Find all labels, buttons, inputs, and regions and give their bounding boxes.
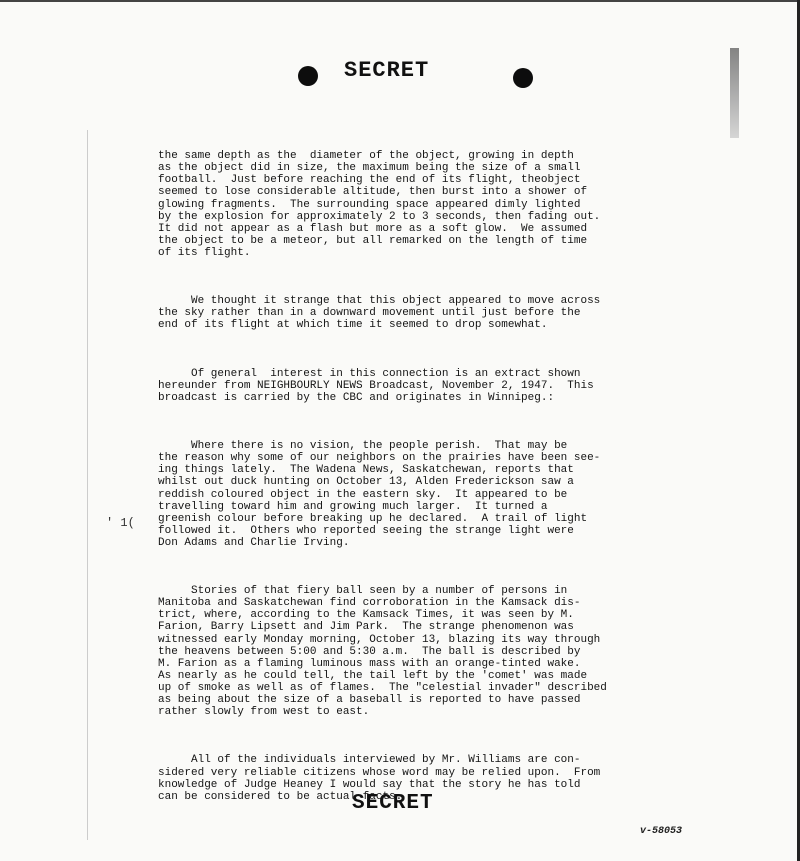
punch-hole-right — [513, 68, 533, 88]
paragraph-flight-path: We thought it strange that this object appeared to move across the sky rather than in a downward movement until just before the end of its flight at which time it seemed to drop somewhat. — [158, 295, 601, 332]
scan-artifact — [730, 48, 739, 138]
footer-classification-marking: SECRET — [352, 792, 434, 815]
header-classification-marking: SECRET — [344, 58, 430, 83]
handwritten-margin-mark: ' 1( — [106, 516, 135, 530]
paragraph-meteor-description: the same depth as the diameter of the object, growing in depth as the object did in size, the maximum being the size of a small football. Just before reaching the end of its flight, theobject seemed to lose considerable altitude, then burst into a shower of glowing fragments. The surrounding space appeared dimly lighted by the explosion for approximately 2 to 3 seconds, then fading out. It did not appear as a flash but more as a soft glow. We assumed the object to be a meteor, but all remarked on the length of time of its flight. — [158, 150, 601, 259]
page-fold-line — [87, 130, 88, 840]
document-number: v-58053 — [640, 826, 683, 837]
paragraph-kamsack-report: Stories of that fiery ball seen by a number of persons in Manitoba and Saskatchewan find corroboration in the Kamsack dis- trict, where, according to the Kamsack Times, it was seen by M. Farion, Barry Lipsett and Jim Park. The strange phenomenon was witnessed early Monday morning, October 13, blazing its way through the heavens between 5:00 and 5:30 a.m. The ball is described by M. Farion as a flaming luminous mass with an orange-tinted wake. As nearly as he could tell, the tail left by the 'comet' was made up of smoke as well as of flames. The "celestial invader" described as being about the size of a baseball is reported to have passed rather slowly from west to east. — [158, 585, 607, 719]
document-body — [158, 126, 678, 839]
paragraph-reliability-statement: All of the individuals interviewed by Mr. Williams are con- sidered very reliable citizens whose word may be relied upon. From knowledge of Judge Heaney I would say that the story he has told can be considered to be actual facts. — [158, 754, 601, 803]
paragraph-wadena-report: Where there is no vision, the people perish. That may be the reason why some of our neighbors on the prairies have been see- ing things lately. The Wadena News, Saskatchewan, reports that whilst out duck hunting on October 13, Alden Frederickson saw a reddish coloured object in the eastern sky. It appeared to be travelling toward him and growing much larger. It turned a greenish colour before breaking up he declared. A trail of light followed it. Others who reported seeing the strange light were Don Adams and Charlie Irving. — [158, 440, 601, 549]
scan-top-edge — [0, 0, 800, 2]
paragraph-broadcast-intro: Of general interest in this connection is an extract shown hereunder from NEIGHBOURLY NEWS Broadcast, November 2, 1947. This broadcast is carried by the CBC and originates in Winnipeg.: — [158, 367, 594, 404]
punch-hole-left — [298, 66, 318, 86]
